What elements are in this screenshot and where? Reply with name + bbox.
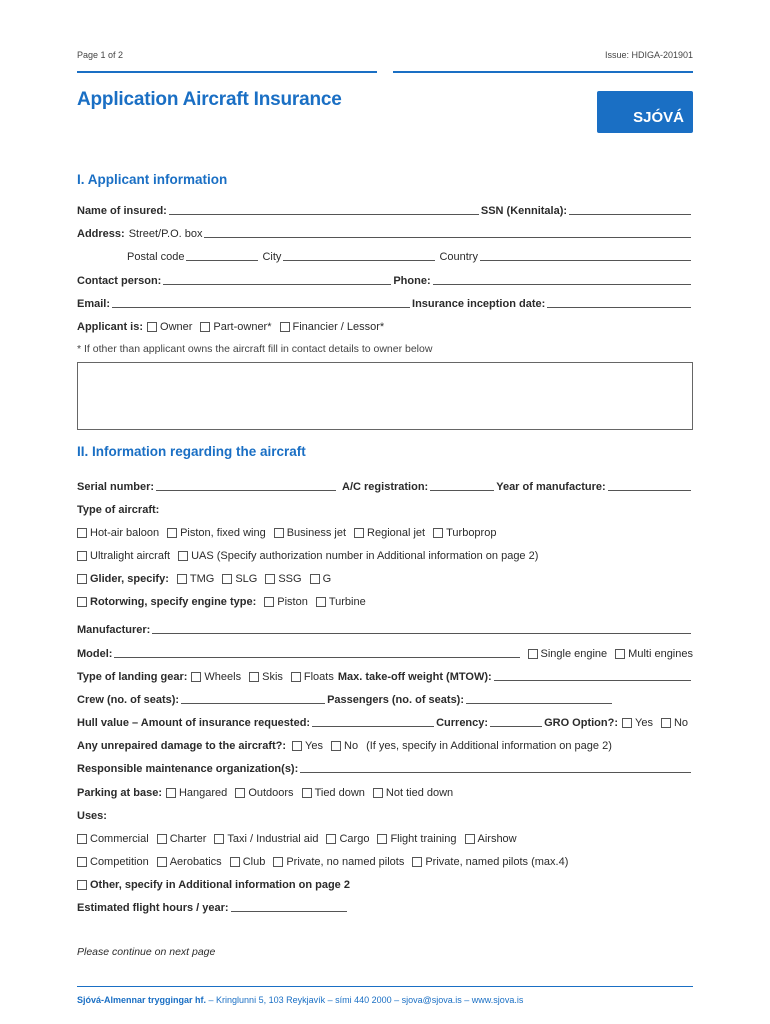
checkbox-box[interactable]	[77, 880, 87, 890]
model-label: Model:	[77, 648, 113, 660]
hull-label: Hull value – Amount of insurance requested:	[77, 717, 311, 729]
glider-g-checkbox[interactable]: G	[310, 573, 332, 585]
checkbox-box[interactable]	[265, 574, 275, 584]
footer-details: – Kringlunni 5, 103 Reykjavík – sími 440 2000 – sjova@sjova.is – www.sjova.is	[206, 995, 524, 1005]
use-airshow-checkbox[interactable]: Airshow	[465, 833, 517, 845]
gear-wheels-checkbox[interactable]: Wheels	[191, 671, 241, 683]
postal-label: Postal code	[127, 251, 185, 263]
row-postal	[127, 247, 693, 263]
checkbox-box[interactable]	[331, 741, 341, 751]
applicant-financier-checkbox[interactable]: Financier / Lessor*	[280, 321, 385, 333]
country-label: Country	[439, 251, 478, 263]
mtow-field[interactable]	[494, 670, 691, 681]
checkbox-box[interactable]	[465, 834, 475, 844]
gear-label: Type of landing gear:	[77, 671, 188, 683]
checkbox-box[interactable]	[622, 718, 632, 728]
row-serial	[77, 477, 693, 493]
use-charter-checkbox[interactable]: Charter	[157, 833, 207, 845]
use-taxi-checkbox[interactable]: Taxi / Industrial aid	[214, 833, 318, 845]
row-parking	[77, 783, 693, 799]
applicant-label: Applicant is:	[77, 321, 144, 333]
street-field[interactable]	[204, 227, 691, 238]
row-damage	[77, 736, 693, 752]
row-uses-label	[77, 806, 693, 822]
owner-details-textarea[interactable]	[77, 362, 693, 430]
issue-number: Issue: HDIGA-201901	[604, 50, 693, 60]
applicant-owner-checkbox[interactable]: Owner	[147, 321, 192, 333]
parking-label: Parking at base:	[77, 787, 162, 799]
type-hot-air-checkbox[interactable]: Hot-air baloon	[77, 527, 159, 539]
rotorwing-checkbox[interactable]: Rotorwing, specify engine type:	[77, 596, 256, 608]
row-uses-2	[77, 852, 693, 868]
gro-yes-checkbox[interactable]: Yes	[622, 717, 653, 729]
manufacturer-label: Manufacturer:	[77, 624, 151, 636]
aircraft-type-label: Type of aircraft:	[77, 504, 160, 516]
checkbox-box[interactable]	[178, 551, 188, 561]
checkbox-box[interactable]	[316, 597, 326, 607]
use-competition-checkbox[interactable]: Competition	[77, 856, 149, 868]
name-field[interactable]	[169, 204, 479, 215]
checkbox-box[interactable]	[147, 322, 157, 332]
country-field[interactable]	[480, 250, 691, 261]
registration-label: A/C registration:	[342, 481, 429, 493]
glider-slg-checkbox[interactable]: SLG	[222, 573, 257, 585]
currency-field[interactable]	[490, 716, 542, 727]
checkbox-box[interactable]	[377, 834, 387, 844]
checkbox-box[interactable]	[615, 649, 625, 659]
checkbox-box[interactable]	[273, 857, 283, 867]
checkbox-box[interactable]	[264, 597, 274, 607]
checkbox-box[interactable]	[412, 857, 422, 867]
mtow-label: Max. take-off weight (MTOW):	[337, 671, 492, 683]
uses-label: Uses:	[77, 810, 107, 822]
damage-no-checkbox[interactable]: No	[331, 740, 358, 752]
row-applicant	[77, 317, 693, 333]
row-gear	[77, 667, 693, 683]
address-label: Address:	[77, 228, 125, 240]
checkbox-box[interactable]	[326, 834, 336, 844]
parking-hangared-checkbox[interactable]: Hangared	[166, 787, 227, 799]
gro-label: GRO Option?:	[544, 717, 618, 729]
checkbox-box[interactable]	[222, 574, 232, 584]
footer	[77, 995, 523, 1005]
checkbox-box[interactable]	[191, 672, 201, 682]
sjova-logo	[597, 91, 693, 133]
damage-note: (If yes, specify in Additional information on page 2)	[366, 740, 612, 752]
use-aerobatics-checkbox[interactable]: Aerobatics	[157, 856, 222, 868]
ssn-field[interactable]	[569, 204, 691, 215]
inception-label: Insurance inception date:	[412, 298, 546, 310]
footer-rule	[77, 986, 693, 987]
maintenance-label: Responsible maintenance organization(s):	[77, 763, 299, 775]
checkbox-box[interactable]	[214, 834, 224, 844]
registration-field[interactable]	[430, 480, 494, 491]
glider-checkbox[interactable]: Glider, specify:	[77, 573, 169, 585]
use-private-named-checkbox[interactable]: Private, named pilots (max.4)	[412, 856, 568, 868]
inception-field[interactable]	[547, 297, 691, 308]
row-type-label	[77, 500, 693, 516]
use-other-checkbox[interactable]: Other, specify in Additional information on page 2	[77, 879, 350, 891]
phone-field[interactable]	[433, 274, 691, 285]
crew-field[interactable]	[181, 693, 325, 704]
row-glider	[77, 569, 693, 585]
checkbox-box[interactable]	[280, 322, 290, 332]
year-field[interactable]	[608, 480, 691, 491]
city-label: City	[262, 251, 282, 263]
checkbox-box[interactable]	[157, 834, 167, 844]
header-rule-left	[77, 71, 377, 73]
checkbox-box[interactable]	[292, 741, 302, 751]
parking-tied-down-checkbox[interactable]: Tied down	[302, 787, 365, 799]
passengers-field[interactable]	[466, 693, 612, 704]
use-club-checkbox[interactable]: Club	[230, 856, 266, 868]
checkbox-box[interactable]	[177, 574, 187, 584]
row-hull	[77, 713, 693, 729]
checkbox-box[interactable]	[167, 528, 177, 538]
glider-tmg-checkbox[interactable]: TMG	[177, 573, 214, 585]
checkbox-box[interactable]	[310, 574, 320, 584]
continue-note: Please continue on next page	[77, 946, 216, 958]
type-business-jet-checkbox[interactable]: Business jet	[274, 527, 346, 539]
checkbox-box[interactable]	[77, 597, 87, 607]
gear-skis-checkbox[interactable]: Skis	[249, 671, 283, 683]
row-contact	[77, 271, 693, 287]
page-title: Application Aircraft Insurance	[77, 89, 342, 110]
ssn-label: SSN (Kennitala):	[480, 205, 568, 217]
checkbox-box[interactable]	[291, 672, 301, 682]
rotor-turbine-checkbox[interactable]: Turbine	[316, 596, 366, 608]
name-label: Name of insured:	[77, 205, 167, 217]
manufacturer-field[interactable]	[152, 623, 691, 634]
email-field[interactable]	[112, 297, 410, 308]
street-label: Street/P.O. box	[128, 228, 203, 240]
serial-field[interactable]	[156, 480, 336, 491]
row-other	[77, 875, 693, 891]
checkbox-box[interactable]	[77, 528, 87, 538]
checkbox-box[interactable]	[166, 788, 176, 798]
checkbox-box[interactable]	[77, 834, 87, 844]
type-turboprop-checkbox[interactable]: Turboprop	[433, 527, 496, 539]
type-uas-checkbox[interactable]: UAS (Specify authorization number in Additional information on page 2)	[178, 550, 538, 562]
checkbox-box[interactable]	[77, 857, 87, 867]
use-commercial-checkbox[interactable]: Commercial	[77, 833, 149, 845]
checkbox-box[interactable]	[528, 649, 538, 659]
maintenance-field[interactable]	[300, 762, 691, 773]
header-rule-right	[393, 71, 693, 73]
checkbox-box[interactable]	[235, 788, 245, 798]
city-field[interactable]	[283, 250, 435, 261]
hours-field[interactable]	[231, 901, 347, 912]
contact-label: Contact person:	[77, 275, 162, 287]
hull-field[interactable]	[312, 716, 434, 727]
row-maintenance	[77, 759, 693, 775]
model-field[interactable]	[114, 647, 519, 658]
row-email	[77, 294, 693, 310]
crew-label: Crew (no. of seats):	[77, 694, 180, 706]
row-model	[77, 644, 693, 660]
multi-engine-checkbox[interactable]: Multi engines	[615, 648, 693, 660]
damage-label: Any unrepaired damage to the aircraft?:	[77, 740, 287, 752]
section-applicant-heading: I. Applicant information	[77, 172, 228, 187]
gro-no-checkbox[interactable]: No	[661, 717, 688, 729]
checkbox-box[interactable]	[77, 551, 87, 561]
type-ultralight-checkbox[interactable]: Ultralight aircraft	[77, 550, 170, 562]
use-private-no-named-checkbox[interactable]: Private, no named pilots	[273, 856, 404, 868]
type-piston-fixed-checkbox[interactable]: Piston, fixed wing	[167, 527, 266, 539]
checkbox-box[interactable]	[354, 528, 364, 538]
rotor-piston-checkbox[interactable]: Piston	[264, 596, 308, 608]
footer-company: Sjóvá-Almennar tryggingar hf.	[77, 995, 207, 1005]
use-cargo-checkbox[interactable]: Cargo	[326, 833, 369, 845]
checkbox-box[interactable]	[274, 528, 284, 538]
glider-ssg-checkbox[interactable]: SSG	[265, 573, 301, 585]
parking-not-tied-checkbox[interactable]: Not tied down	[373, 787, 453, 799]
checkbox-box[interactable]	[230, 857, 240, 867]
applicant-part-owner-checkbox[interactable]: Part-owner*	[200, 321, 271, 333]
row-crew	[77, 690, 693, 706]
row-name	[77, 201, 693, 217]
type-regional-jet-checkbox[interactable]: Regional jet	[354, 527, 425, 539]
owner-note: * If other than applicant owns the aircraft fill in contact details to owner below	[77, 343, 433, 355]
checkbox-box[interactable]	[249, 672, 259, 682]
checkbox-box[interactable]	[302, 788, 312, 798]
section-aircraft-heading: II. Information regarding the aircraft	[77, 444, 306, 459]
row-types-1	[77, 523, 693, 539]
use-flight-training-checkbox[interactable]: Flight training	[377, 833, 456, 845]
checkbox-box[interactable]	[77, 574, 87, 584]
parking-outdoors-checkbox[interactable]: Outdoors	[235, 787, 293, 799]
row-uses-1	[77, 829, 693, 845]
single-engine-checkbox[interactable]: Single engine	[528, 648, 608, 660]
passengers-label: Passengers (no. of seats):	[327, 694, 465, 706]
serial-label: Serial number:	[77, 481, 155, 493]
row-address	[77, 224, 693, 240]
page-number: Page 1 of 2	[77, 50, 124, 60]
row-manufacturer	[77, 620, 693, 636]
contact-field[interactable]	[163, 274, 391, 285]
checkbox-box[interactable]	[433, 528, 443, 538]
postal-field[interactable]	[186, 250, 258, 261]
gear-floats-checkbox[interactable]: Floats	[291, 671, 334, 683]
hours-label: Estimated flight hours / year:	[77, 902, 229, 914]
damage-yes-checkbox[interactable]: Yes	[292, 740, 323, 752]
checkbox-box[interactable]	[373, 788, 383, 798]
row-types-2	[77, 546, 693, 562]
phone-label: Phone:	[393, 275, 431, 287]
checkbox-box[interactable]	[157, 857, 167, 867]
checkbox-box[interactable]	[200, 322, 210, 332]
row-rotor	[77, 592, 693, 608]
checkbox-box[interactable]	[661, 718, 671, 728]
email-label: Email:	[77, 298, 111, 310]
year-label: Year of manufacture:	[496, 481, 606, 493]
row-hours	[77, 898, 693, 914]
logo-text: SJÓVÁ	[633, 109, 684, 126]
currency-label: Currency:	[436, 717, 489, 729]
